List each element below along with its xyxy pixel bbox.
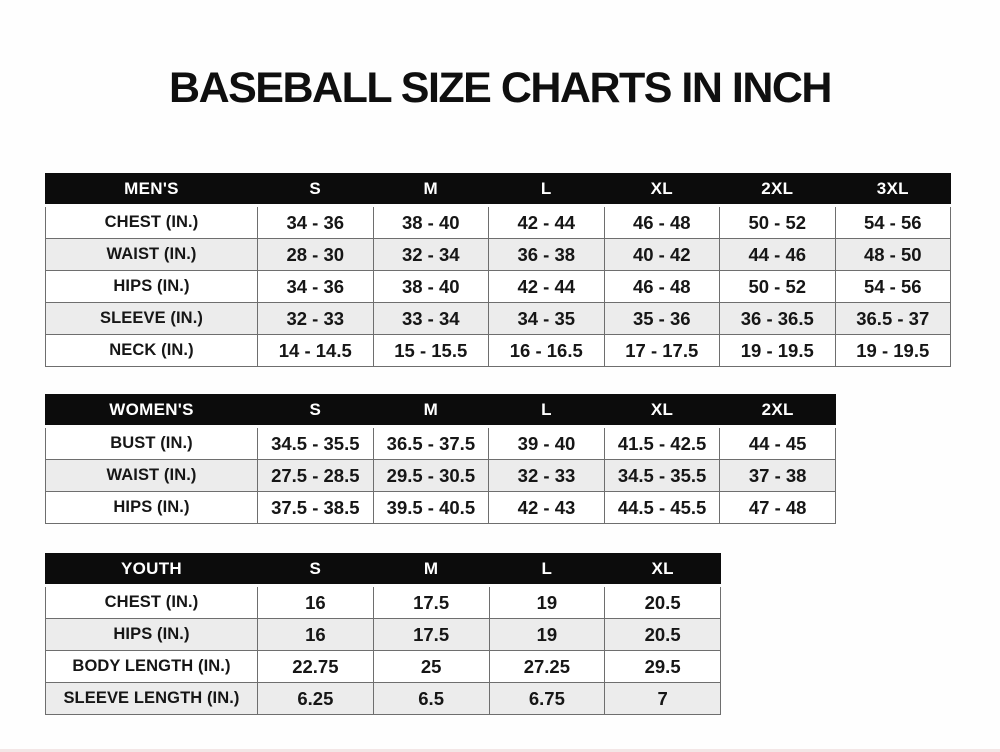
size-value-cell: 34 - 35	[489, 303, 605, 335]
size-value-cell: 39 - 40	[489, 427, 605, 460]
size-value-cell: 6.25	[258, 683, 374, 715]
measurement-label: NECK (IN.)	[46, 335, 258, 367]
size-value-cell: 42 - 43	[489, 492, 605, 524]
size-value-cell: 42 - 44	[489, 271, 605, 303]
youth-table-title: YOUTH	[46, 554, 258, 586]
measurement-label: BODY LENGTH (IN.)	[46, 651, 258, 683]
size-value-cell: 34.5 - 35.5	[604, 460, 720, 492]
size-value-cell: 20.5	[605, 586, 721, 619]
size-value-cell: 6.75	[489, 683, 605, 715]
size-value-cell: 37 - 38	[720, 460, 836, 492]
size-value-cell: 29.5	[605, 651, 721, 683]
size-value-cell: 27.5 - 28.5	[258, 460, 374, 492]
size-column-header-2xl: 2XL	[720, 174, 836, 206]
size-value-cell: 20.5	[605, 619, 721, 651]
womens-size-table	[45, 394, 836, 524]
mens-header-row	[46, 174, 951, 206]
size-value-cell: 32 - 33	[489, 460, 605, 492]
size-value-cell: 44 - 45	[720, 427, 836, 460]
size-column-header-xl: XL	[605, 554, 721, 586]
size-value-cell: 25	[373, 651, 489, 683]
size-value-cell: 17.5	[373, 619, 489, 651]
size-value-cell: 19	[489, 619, 605, 651]
size-value-cell: 50 - 52	[720, 271, 836, 303]
size-column-header-l: L	[489, 174, 605, 206]
measurement-label: HIPS (IN.)	[46, 619, 258, 651]
size-value-cell: 39.5 - 40.5	[373, 492, 489, 524]
size-value-cell: 22.75	[258, 651, 374, 683]
measurement-label: BUST (IN.)	[46, 427, 258, 460]
size-value-cell: 46 - 48	[604, 206, 720, 239]
measurement-row	[46, 335, 951, 367]
size-value-cell: 17.5	[373, 586, 489, 619]
size-column-header-m: M	[373, 554, 489, 586]
size-value-cell: 54 - 56	[835, 206, 951, 239]
size-value-cell: 19 - 19.5	[835, 335, 951, 367]
youth-size-table	[45, 553, 721, 715]
measurement-row	[46, 651, 721, 683]
size-value-cell: 19	[489, 586, 605, 619]
size-value-cell: 32 - 33	[258, 303, 374, 335]
size-value-cell: 27.25	[489, 651, 605, 683]
size-value-cell: 16	[258, 586, 374, 619]
measurement-row	[46, 303, 951, 335]
measurement-label: SLEEVE LENGTH (IN.)	[46, 683, 258, 715]
size-column-header-s: S	[258, 174, 374, 206]
measurement-row	[46, 271, 951, 303]
page-title: BASEBALL SIZE CHARTS IN INCH	[169, 64, 831, 112]
size-value-cell: 50 - 52	[720, 206, 836, 239]
womens-table-title: WOMEN'S	[46, 395, 258, 427]
measurement-row	[46, 206, 951, 239]
measurement-label: CHEST (IN.)	[46, 586, 258, 619]
size-value-cell: 46 - 48	[604, 271, 720, 303]
size-column-header-l: L	[489, 554, 605, 586]
size-value-cell: 54 - 56	[835, 271, 951, 303]
size-column-header-xl: XL	[604, 395, 720, 427]
measurement-row	[46, 460, 836, 492]
measurement-label: SLEEVE (IN.)	[46, 303, 258, 335]
size-column-header-s: S	[258, 395, 374, 427]
size-column-header-xl: XL	[604, 174, 720, 206]
size-value-cell: 41.5 - 42.5	[604, 427, 720, 460]
size-value-cell: 42 - 44	[489, 206, 605, 239]
size-value-cell: 19 - 19.5	[720, 335, 836, 367]
size-value-cell: 36.5 - 37	[835, 303, 951, 335]
measurement-row	[46, 683, 721, 715]
measurement-row	[46, 492, 836, 524]
youth-header-row	[46, 554, 721, 586]
measurement-row	[46, 586, 721, 619]
size-column-header-2xl: 2XL	[720, 395, 836, 427]
measurement-label: CHEST (IN.)	[46, 206, 258, 239]
size-column-header-3xl: 3XL	[835, 174, 951, 206]
measurement-label: WAIST (IN.)	[46, 460, 258, 492]
womens-header-row	[46, 395, 836, 427]
mens-table-title: MEN'S	[46, 174, 258, 206]
size-value-cell: 7	[605, 683, 721, 715]
size-tables-container	[45, 173, 1000, 715]
measurement-row	[46, 239, 951, 271]
measurement-row	[46, 427, 836, 460]
size-column-header-m: M	[373, 395, 489, 427]
size-value-cell: 32 - 34	[373, 239, 489, 271]
size-value-cell: 28 - 30	[258, 239, 374, 271]
size-value-cell: 47 - 48	[720, 492, 836, 524]
size-value-cell: 36 - 38	[489, 239, 605, 271]
size-value-cell: 34.5 - 35.5	[258, 427, 374, 460]
measurement-row	[46, 619, 721, 651]
size-value-cell: 35 - 36	[604, 303, 720, 335]
mens-size-table	[45, 173, 951, 367]
size-value-cell: 48 - 50	[835, 239, 951, 271]
size-value-cell: 6.5	[373, 683, 489, 715]
measurement-label: HIPS (IN.)	[46, 492, 258, 524]
size-column-header-l: L	[489, 395, 605, 427]
size-column-header-m: M	[373, 174, 489, 206]
size-value-cell: 34 - 36	[258, 271, 374, 303]
size-value-cell: 15 - 15.5	[373, 335, 489, 367]
size-value-cell: 29.5 - 30.5	[373, 460, 489, 492]
size-value-cell: 38 - 40	[373, 271, 489, 303]
size-value-cell: 34 - 36	[258, 206, 374, 239]
measurement-label: HIPS (IN.)	[46, 271, 258, 303]
size-value-cell: 38 - 40	[373, 206, 489, 239]
size-value-cell: 44.5 - 45.5	[604, 492, 720, 524]
size-value-cell: 17 - 17.5	[604, 335, 720, 367]
size-value-cell: 36 - 36.5	[720, 303, 836, 335]
size-value-cell: 16 - 16.5	[489, 335, 605, 367]
size-value-cell: 16	[258, 619, 374, 651]
size-value-cell: 37.5 - 38.5	[258, 492, 374, 524]
size-value-cell: 40 - 42	[604, 239, 720, 271]
measurement-label: WAIST (IN.)	[46, 239, 258, 271]
size-value-cell: 33 - 34	[373, 303, 489, 335]
size-value-cell: 14 - 14.5	[258, 335, 374, 367]
size-column-header-s: S	[258, 554, 374, 586]
size-value-cell: 36.5 - 37.5	[373, 427, 489, 460]
size-value-cell: 44 - 46	[720, 239, 836, 271]
